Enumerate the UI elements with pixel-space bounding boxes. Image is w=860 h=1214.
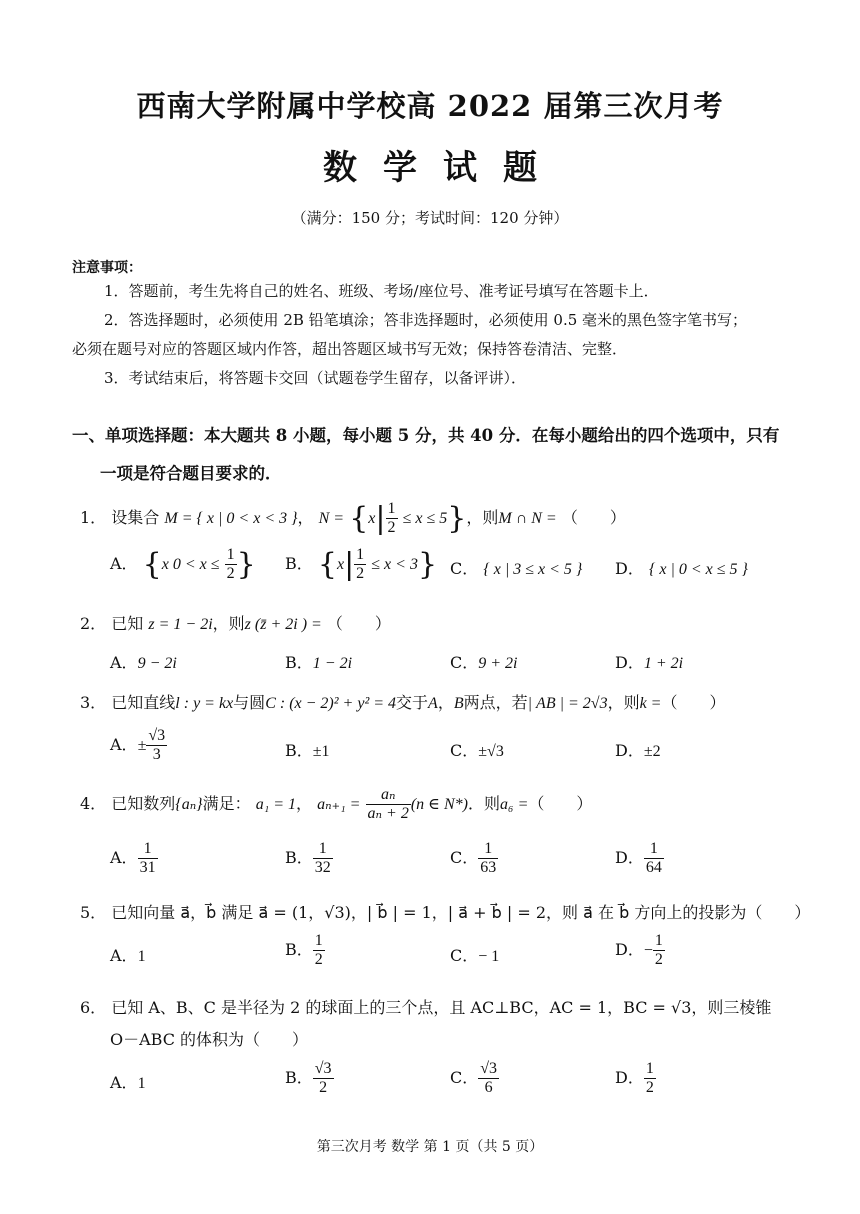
frac-num: 1 <box>356 546 365 563</box>
q4-text: ．则 <box>468 794 501 813</box>
q1-brace-open: { <box>349 501 369 536</box>
frac-num: 1 <box>644 840 664 859</box>
q3-text: ，则 <box>607 693 640 712</box>
option-text: 9 − 2i <box>137 655 177 672</box>
q4-option-c <box>450 840 498 877</box>
q4-lhs: aₙ₊₁ = <box>317 796 361 813</box>
q4-seq: {aₙ} <box>175 796 203 813</box>
option-a-frac <box>225 546 237 583</box>
q5-text: 已知向量 a⃗，b⃗ 满足 a⃗ = (1，√3)，| b⃗ | = 1，| a⃗ + b⃗ | = 2，则 a⃗ 在 b⃗ 方向上的投影为（ ） <box>111 903 811 922</box>
q3-text: 两点，若 <box>463 693 528 712</box>
option-frac <box>653 932 665 969</box>
option-label: C． <box>450 559 479 578</box>
frac-num: aₙ <box>366 786 411 805</box>
frac-num: 1 <box>387 500 396 517</box>
option-label: A． <box>110 848 138 867</box>
notice-item-3: 3．考试结束后，将答题卡交回（试题卷学生留存，以备评讲）． <box>104 369 527 387</box>
frac-den: 31 <box>139 859 156 876</box>
section-heading <box>72 417 792 493</box>
option-label: D． <box>615 741 644 760</box>
q4-frac <box>366 786 411 823</box>
option-b-var: x <box>336 556 345 573</box>
question-4 <box>80 786 592 823</box>
frac-num: 1 <box>138 840 158 859</box>
frac-num: 1 <box>478 840 498 859</box>
frac-den: 6 <box>484 1079 493 1096</box>
q2-answer-paren: （ ） <box>326 614 391 633</box>
q4-number: 4． <box>80 794 107 813</box>
option-frac <box>644 1060 656 1097</box>
option-label: C． <box>450 1068 479 1087</box>
q6-option-a <box>110 1070 146 1093</box>
option-label: B． <box>285 554 313 573</box>
option-text: ±√3 <box>478 743 504 760</box>
q4-a1: a₁ = 1 <box>255 796 297 813</box>
option-text: 1 <box>137 948 146 965</box>
q1-expr: M ∩ N = <box>498 510 557 527</box>
option-text: 1 + 2i <box>643 655 684 672</box>
option-label: A． <box>110 946 138 965</box>
q4-sep: ， <box>296 794 313 813</box>
brace-close: } <box>417 547 438 582</box>
q2-then: ，则 <box>212 614 245 633</box>
q1-bar: | <box>375 501 386 536</box>
q1-number: 1． <box>80 508 107 527</box>
option-frac <box>313 1060 334 1097</box>
section-heading-text: 一、单项选择题：本大题共 8 小题，每小题 5 分，共 40 分．在每小题给出的四个选项中，只有一项是符合题目要求的． <box>72 426 780 483</box>
exam-title: 西南大学附属中学校高 2022 届第三次月考 <box>136 89 724 123</box>
q2-cond: z = 1 − 2i <box>148 616 213 633</box>
q6-text-line1: 已知 A、B、C 是半径为 2 的球面上的三个点，且 AC⊥BC，AC = 1，BC = √3，则三棱锥 <box>111 998 772 1017</box>
q4-cond: (n ∈ N*) <box>410 796 468 813</box>
q1-then: ，则 <box>466 508 499 527</box>
option-frac <box>478 840 498 877</box>
q4-option-a <box>110 840 158 877</box>
frac-den: 32 <box>314 859 331 876</box>
frac-den: 64 <box>645 859 662 876</box>
q3-answer-paren: （ ） <box>661 693 726 712</box>
q2-text: 已知 <box>111 614 144 633</box>
notice-item-2: 2．答选择题时，必须使用 2B 铅笔填涂；答非选择题时，必须使用 0.5 毫米的黑色签字笔书写； <box>104 311 748 329</box>
frac-den: aₙ + 2 <box>367 805 409 822</box>
option-a-frac <box>146 727 167 764</box>
q1-option-a <box>110 546 256 583</box>
option-label: D． <box>615 653 644 672</box>
q2-number: 2． <box>80 614 107 633</box>
option-label: B． <box>285 848 313 867</box>
question-5 <box>80 900 810 923</box>
option-label: C． <box>450 741 479 760</box>
q3-option-c <box>450 738 504 761</box>
q1-option-b <box>285 546 437 583</box>
question-6 <box>80 995 771 1018</box>
q5-option-c <box>450 943 499 966</box>
q5-option-d <box>615 932 665 969</box>
q4-answer-paren: （ ） <box>528 794 593 813</box>
q1-answer-paren: （ ） <box>561 508 626 527</box>
option-frac <box>138 840 158 877</box>
bar: | <box>344 547 355 582</box>
q3-option-a <box>110 727 167 764</box>
q6-number: 6． <box>80 998 107 1017</box>
notice-item-2-cont: 必须在题号对应的答题区域内作答，超出答题区域书写无效；保持答卷清洁、完整． <box>72 340 628 358</box>
frac-den: 2 <box>319 1079 328 1096</box>
frac-den: 3 <box>152 746 161 763</box>
frac-num: 1 <box>313 840 333 859</box>
q6-option-b <box>285 1060 334 1097</box>
option-frac <box>478 1060 499 1097</box>
option-label: A． <box>110 1073 138 1092</box>
frac-num: 1 <box>226 546 235 563</box>
option-a-expr: x 0 < x ≤ <box>161 556 220 573</box>
q4-text: 满足： <box>202 794 251 813</box>
option-text: ±1 <box>312 743 330 760</box>
q3-k: k = <box>639 695 662 712</box>
brace-open: { <box>317 547 337 582</box>
q6-text-line2: O－ABC 的体积为（ ） <box>110 1030 309 1049</box>
q1-brace-close: } <box>447 501 467 536</box>
q1-n-cond: ≤ x ≤ 5 <box>402 510 448 527</box>
option-pm: ± <box>137 737 147 754</box>
q5-number: 5． <box>80 903 107 922</box>
q3-line: l : y = kx <box>175 695 234 712</box>
frac-den: 2 <box>356 565 365 582</box>
q3-circle: C : (x − 2)² + y² = 4 <box>265 695 397 712</box>
q1-option-c <box>450 556 582 579</box>
q1-set-n-label: N = <box>318 510 345 527</box>
brace-open: { <box>142 547 162 582</box>
q1-n-var: x <box>368 510 376 527</box>
question-3 <box>80 690 726 713</box>
notice-heading: 注意事项： <box>72 260 142 276</box>
q5-option-b <box>285 932 325 969</box>
option-label: A． <box>110 554 138 573</box>
q2-option-d <box>615 650 683 673</box>
frac-num: √3 <box>480 1060 498 1077</box>
frac-den: 2 <box>387 519 396 536</box>
q1-option-d <box>615 556 748 579</box>
option-label: D． <box>615 559 644 578</box>
option-label: D． <box>615 848 644 867</box>
frac-num: 1 <box>314 932 323 949</box>
option-text: 1 − 2i <box>312 655 353 672</box>
subject-title: 数学试题 <box>323 148 563 188</box>
option-label: B． <box>285 741 313 760</box>
q3-chord: | AB | = 2√3 <box>527 695 608 712</box>
option-label: A． <box>110 735 138 754</box>
q1-text: 设集合 <box>111 508 160 527</box>
q3-text: 已知直线 <box>111 693 176 712</box>
q1-n-frac <box>386 500 398 537</box>
option-label: C． <box>450 653 479 672</box>
option-label: D． <box>615 1068 644 1087</box>
frac-den: 63 <box>480 859 497 876</box>
q3-point-a: A <box>428 695 438 712</box>
frac-num: √3 <box>148 727 166 744</box>
q6-option-c <box>450 1060 499 1097</box>
q6-option-d <box>615 1060 656 1097</box>
question-2 <box>80 611 391 634</box>
q3-number: 3． <box>80 693 107 712</box>
frac-den: 2 <box>645 1079 654 1096</box>
brace-close: } <box>236 547 256 582</box>
option-label: B． <box>285 653 313 672</box>
frac-den: 2 <box>314 951 323 968</box>
option-label: C． <box>450 946 479 965</box>
option-frac <box>313 932 325 969</box>
option-text: 9 + 2i <box>478 655 518 672</box>
option-b-frac <box>354 546 366 583</box>
q3-point-b: B <box>453 695 464 712</box>
option-frac <box>313 840 333 877</box>
q3-text: 交于 <box>396 693 429 712</box>
option-minus: − <box>643 942 653 959</box>
option-frac <box>644 840 664 877</box>
q4-option-b <box>285 840 333 877</box>
option-text: − 1 <box>478 948 500 965</box>
option-label: C． <box>450 848 479 867</box>
notice-item-1: 1．答题前，考生先将自己的姓名、班级、考场/座位号、准考证号填写在答题卡上． <box>104 282 659 300</box>
score-info: （满分：150 分；考试时间：120 分钟） <box>291 209 569 227</box>
option-d-text: { x | 0 < x ≤ 5 } <box>648 561 748 578</box>
option-label: A． <box>110 653 138 672</box>
q4-a6: a₆ = <box>500 796 529 813</box>
q3-option-d <box>615 738 661 761</box>
option-text: ±2 <box>643 743 661 760</box>
question-1 <box>80 500 626 537</box>
q2-option-b <box>285 650 352 673</box>
frac-num: √3 <box>314 1060 332 1077</box>
frac-den: 2 <box>654 951 663 968</box>
frac-num: 1 <box>645 1060 654 1077</box>
q2-expr: z (z̄ + 2i ) = <box>244 616 322 633</box>
q2-option-c <box>450 650 518 673</box>
q2-option-a <box>110 650 177 673</box>
page-footer: 第三次月考 数学 第 1 页（共 5 页） <box>316 1139 544 1155</box>
option-label: B． <box>285 940 313 959</box>
q3-sep: ， <box>437 693 454 712</box>
option-b-expr: ≤ x < 3 <box>371 556 418 573</box>
q3-text: 与圆 <box>233 693 266 712</box>
frac-den: 2 <box>226 565 235 582</box>
q1-sep: ， <box>297 508 314 527</box>
q1-set-m: M = { x | 0 < x < 3 } <box>164 510 298 527</box>
option-label: B． <box>285 1068 313 1087</box>
q5-option-a <box>110 943 146 966</box>
option-text: 1 <box>137 1075 146 1092</box>
option-label: D． <box>615 940 644 959</box>
q4-option-d <box>615 840 664 877</box>
q3-option-b <box>285 738 330 761</box>
frac-num: 1 <box>654 932 663 949</box>
option-c-text: { x | 3 ≤ x < 5 } <box>483 561 583 578</box>
q4-text: 已知数列 <box>111 794 176 813</box>
